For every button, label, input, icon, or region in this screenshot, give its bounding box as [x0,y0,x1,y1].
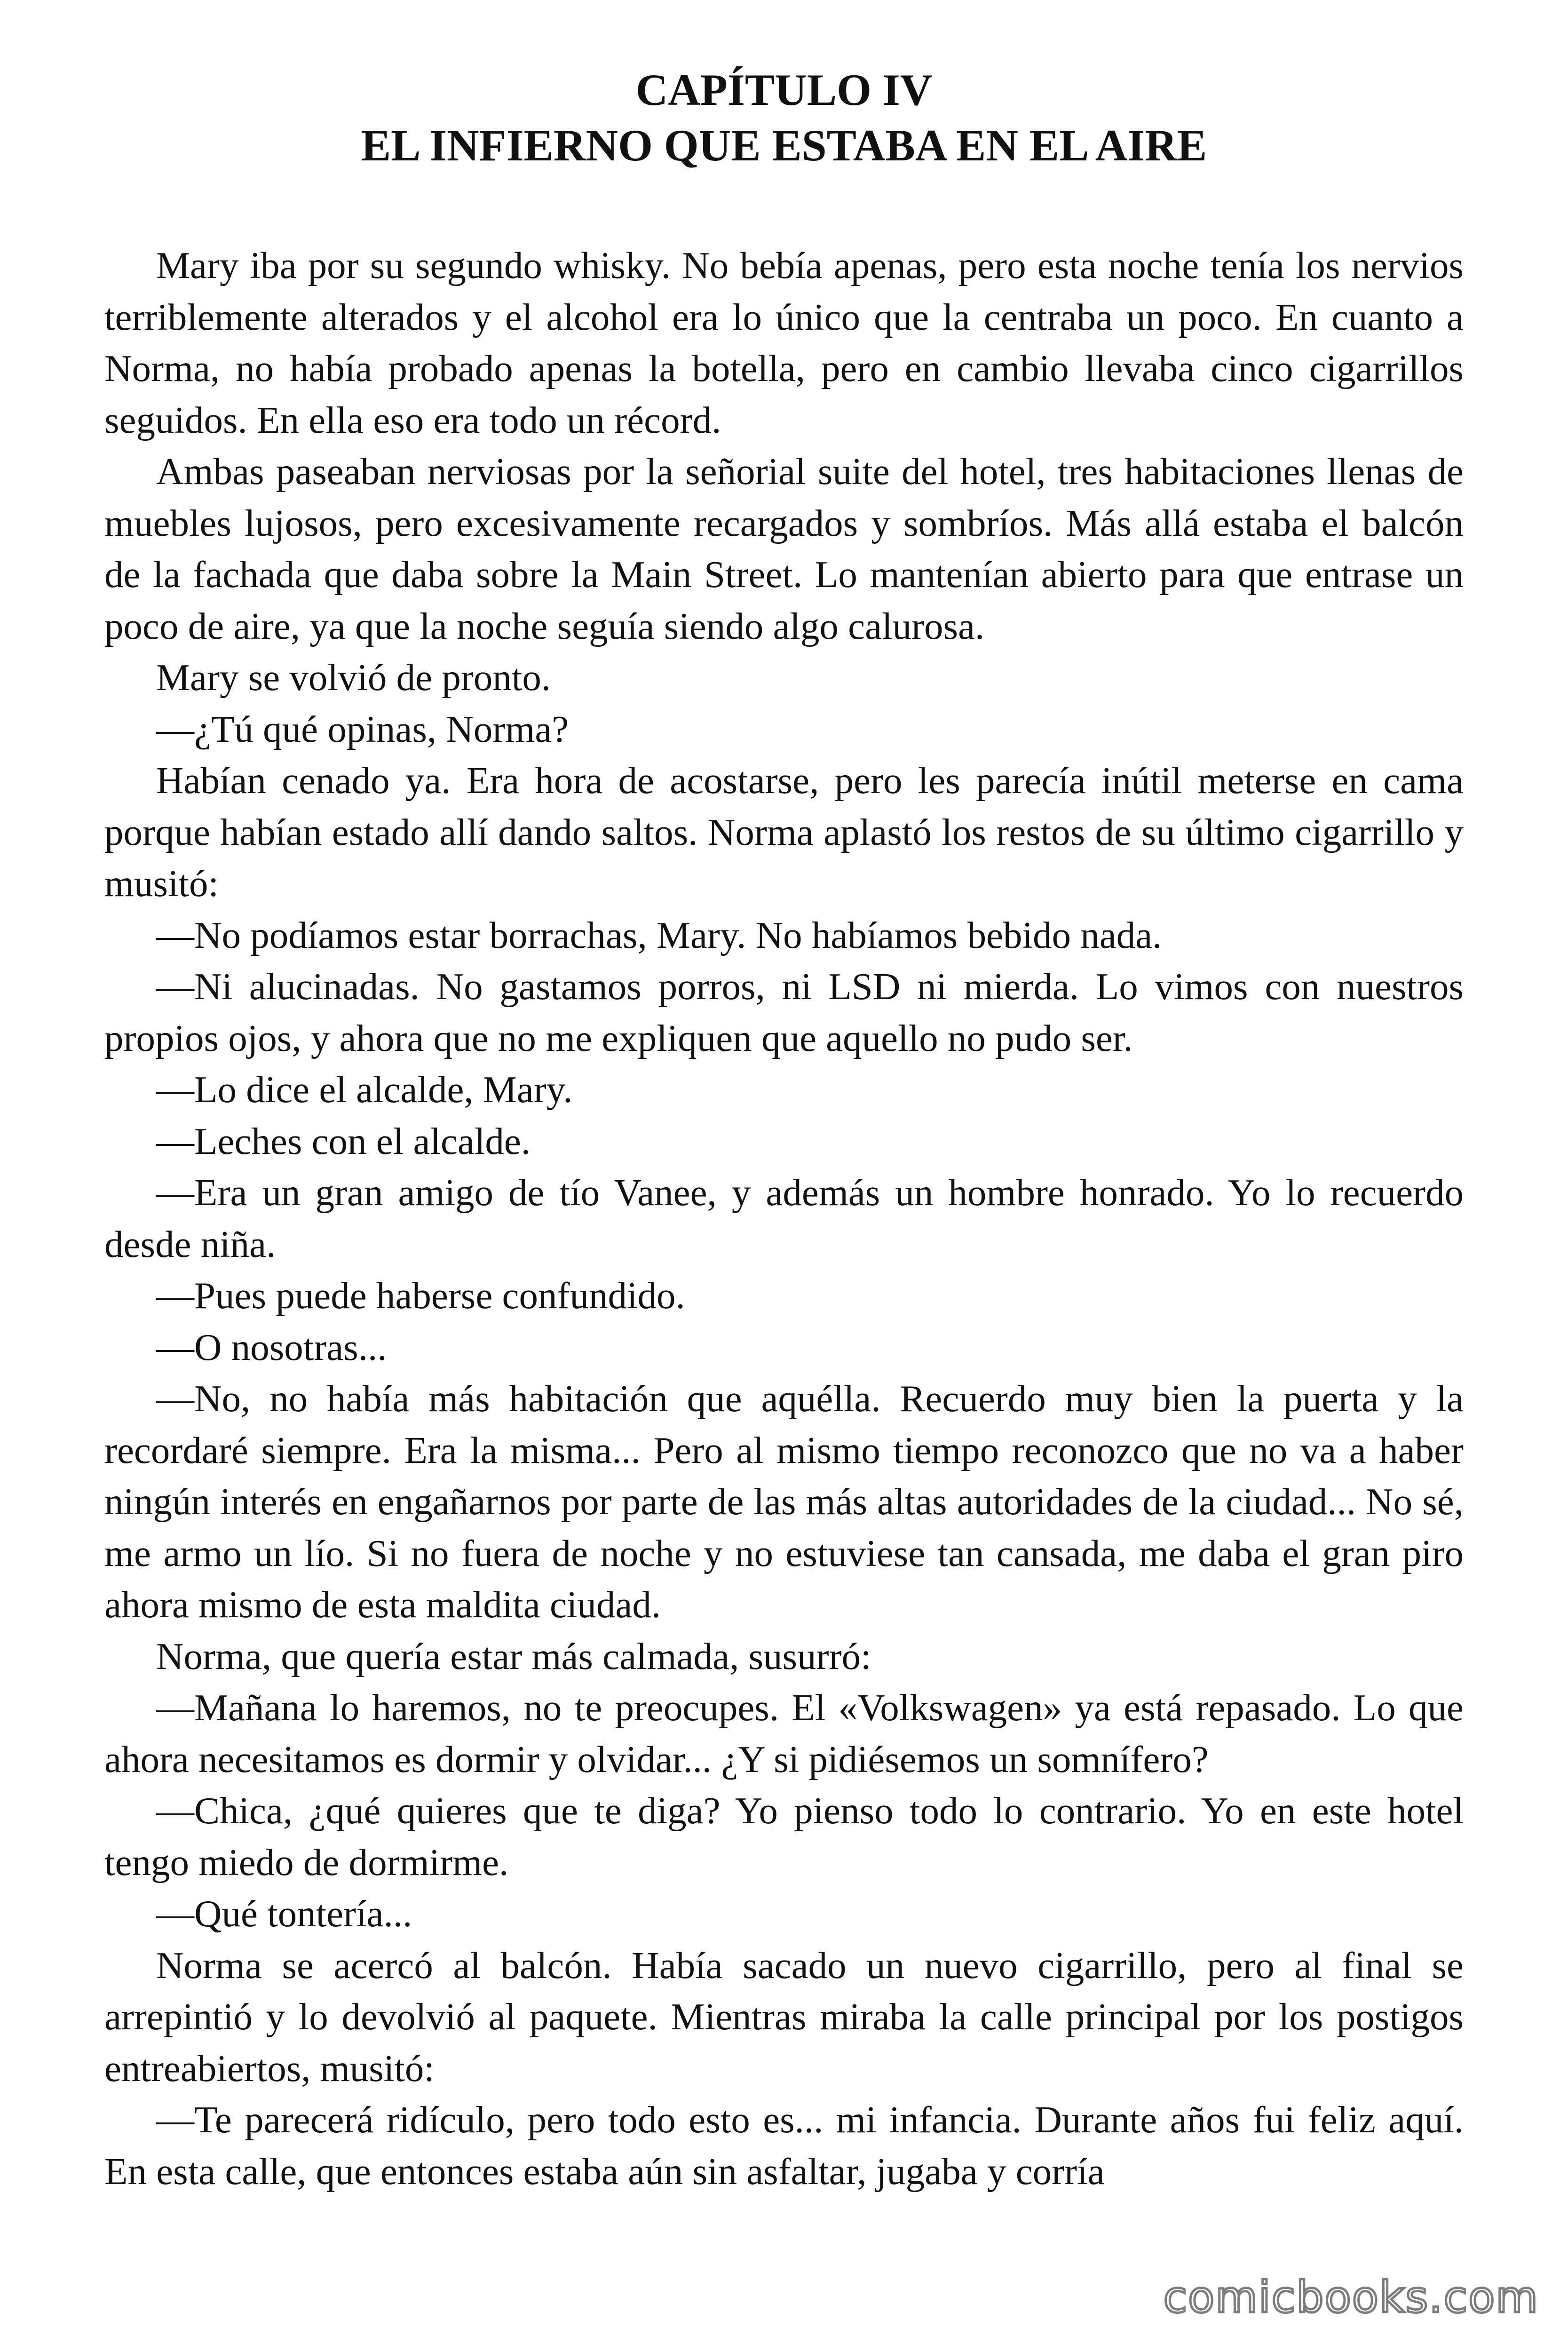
paragraph: Mary iba por su segundo whisky. No bebía apenas, pero esta noche tenía los nervios terriblemente alterados y el alcohol era lo único que la centraba un poco. En cuanto a Norma, no había probado apenas la botella, pero en cambio llevaba cinco cigarrillos seguidos. En ella eso era todo un récord. [104,244,1464,441]
paragraph: —No podíamos estar borrachas, Mary. No habíamos bebido nada. [156,914,1162,956]
paragraph: Ambas paseaban nerviosas por la señorial suite del hotel, tres habitaciones llenas de muebles lujosos, pero excesivamente recargados y sombríos. Más allá estaba el balcón de la fachada que daba sobre la Main Street. Lo mantenían abierto para que entrase un poco de aire, ya que la noche seguía siendo algo calurosa. [104,450,1464,647]
paragraph: —¿Tú qué opinas, Norma? [156,707,569,750]
paragraph: Mary se volvió de pronto. [156,656,551,699]
paragraph: —Qué tontería... [156,1892,412,1935]
paragraph: —Era un gran amigo de tío Vanee, y además un hombre honrado. Yo lo recuerdo desde niña. [104,1171,1464,1265]
paragraph: —O nosotras... [156,1326,387,1368]
watermark: comicbooks.com [1163,2272,1539,2322]
paragraph: —Ni alucinadas. No gastamos porros, ni LSD ni mierda. Lo vimos con nuestros propios ojos, y ahora que no me expliquen que aquello no pudo ser. [104,965,1464,1059]
paragraph: —No, no había más habitación que aquélla. Recuerdo muy bien la puerta y la recordaré siempre. Era la misma... Pero al mismo tiempo reconozco que no va a haber ningún interés en engañarnos por parte de las más altas autoridades de la ciudad... No sé, me armo un lío. Si no fuera de noche y no estuviese tan cansada, me daba el gran piro ahora mismo de esta maldita ciudad. [104,1377,1464,1626]
paragraph: —Te parecerá ridículo, pero todo esto es... mi infancia. Durante años fui feliz aquí. En esta calle, que entonces estaba aún sin asfaltar, jugaba y corría [104,2098,1464,2193]
paragraph: Habían cenado ya. Era hora de acostarse, pero les parecía inútil meterse en cama porque habían estado allí dando saltos. Norma aplastó los restos de su último cigarrillo y musitó: [104,759,1464,905]
paragraph: —Leches con el alcalde. [156,1120,531,1162]
body-text [104,240,1464,2197]
paragraph: Norma, que quería estar más calmada, susurró: [156,1635,871,1677]
paragraph: —Lo dice el alcalde, Mary. [156,1068,573,1111]
paragraph: —Chica, ¿qué quieres que te diga? Yo pienso todo lo contrario. Yo en este hotel tengo miedo de dormirme. [104,1789,1464,1883]
paragraph: —Mañana lo haremos, no te preocupes. El «Volkswagen» ya está repasado. Lo que ahora necesitamos es dormir y olvidar... ¿Y si pidiésemos un somnífero? [104,1686,1464,1780]
chapter-heading [104,0,1464,173]
paragraph: Norma se acercó al balcón. Había sacado un nuevo cigarrillo, pero al final se arrepintió y lo devolvió al paquete. Mientras miraba la calle principal por los postigos entreabiertos, musitó: [104,1944,1464,2090]
chapter-title: EL INFIERNO QUE ESTABA EN EL AIRE [361,120,1207,170]
paragraph: —Pues puede haberse confundido. [156,1274,685,1317]
chapter-number: CAPÍTULO IV [635,65,933,115]
